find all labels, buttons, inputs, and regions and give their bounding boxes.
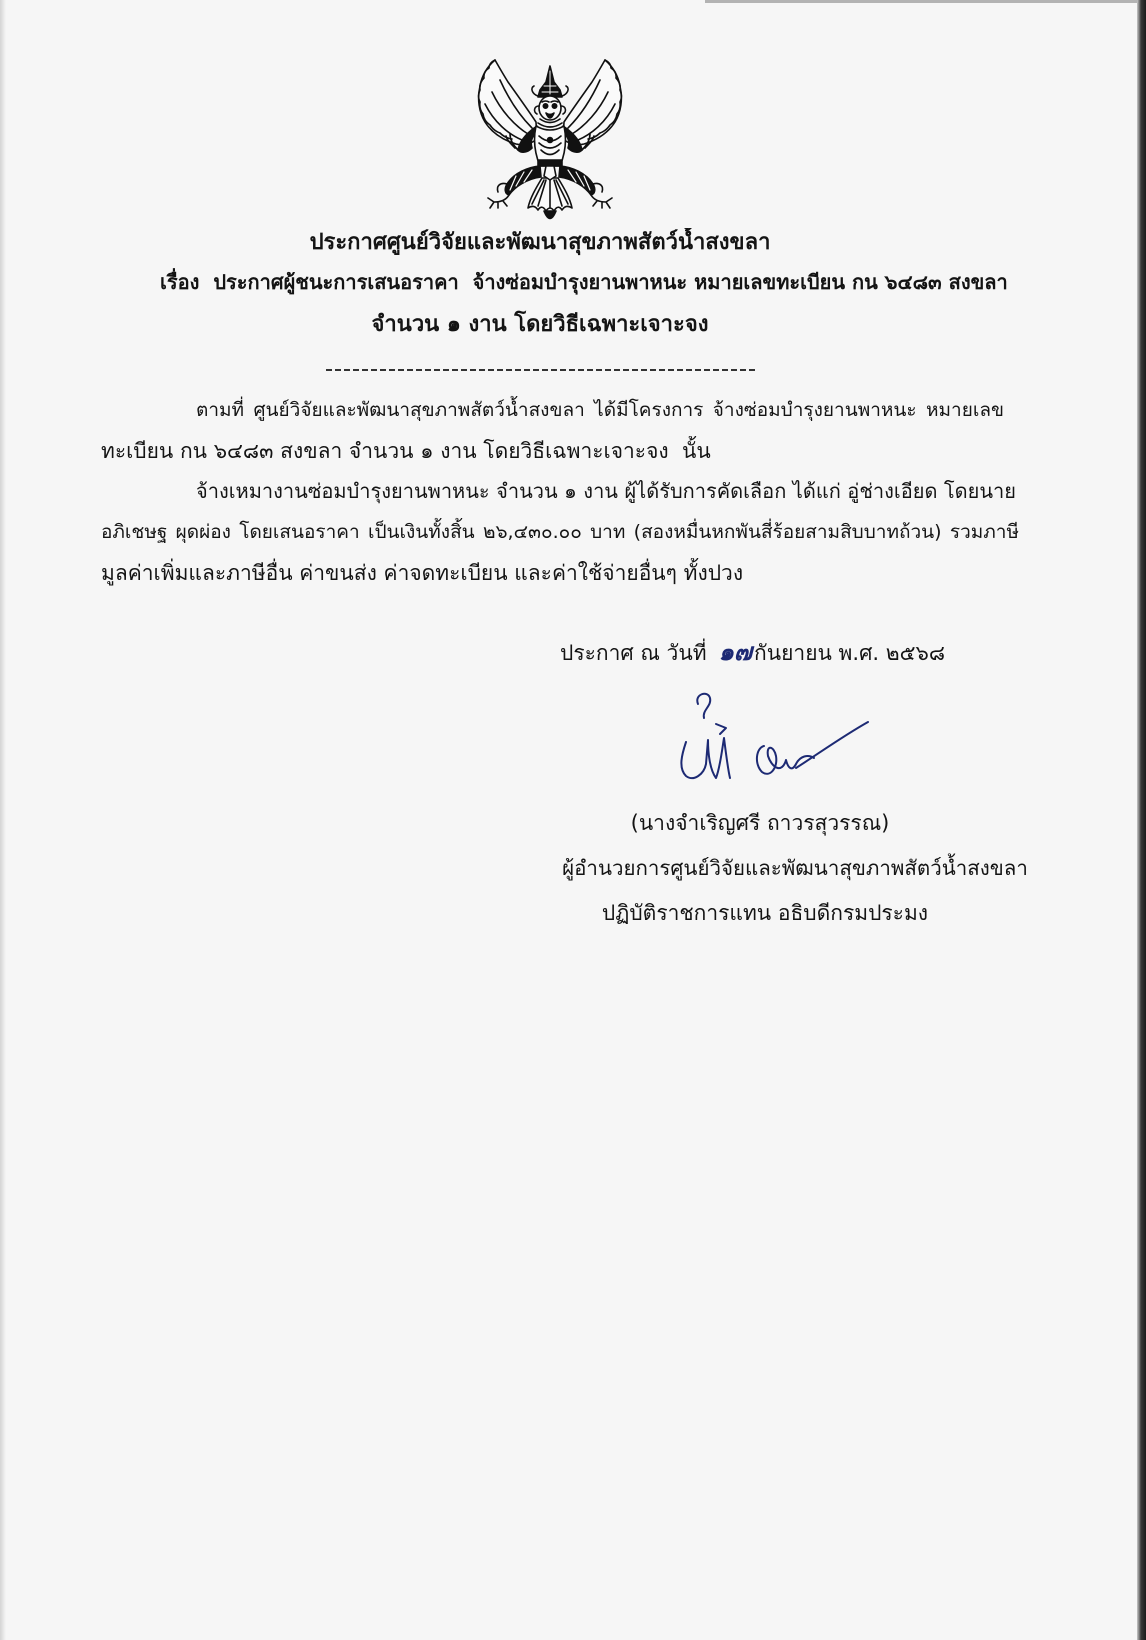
body-line-1: ตามที่ ศูนย์วิจัยและพัฒนาสุขภาพสัตว์น้ำสงขลา ได้มีโครงการ จ้างซ่อมบำรุงยานพาหนะ หมายเลข	[196, 399, 1004, 421]
header-divider	[326, 369, 758, 371]
body-line-2: ทะเบียน กน ๖๔๘๓ สงขลา จำนวน ๑ งาน โดยวิธีเฉพาะเจาะจง นั้น	[101, 439, 711, 463]
left-wing	[479, 60, 538, 152]
signatory-position: ผู้อำนวยการศูนย์วิจัยและพัฒนาสุขภาพสัตว์น้ำสงขลา	[562, 856, 1028, 880]
scan-edge-right	[1137, 0, 1146, 1640]
date-label: ประกาศ ณ วันที่	[560, 641, 707, 665]
document-title: ประกาศศูนย์วิจัยและพัฒนาสุขภาพสัตว์น้ำสงขลา	[309, 230, 771, 255]
face	[535, 96, 566, 120]
date-month-year: กันยายน พ.ศ. ๒๕๖๘	[754, 641, 946, 665]
announcement-date	[560, 637, 980, 667]
crown	[532, 66, 568, 97]
tail	[528, 178, 572, 219]
signature	[668, 684, 882, 800]
signatory-name: (นางจำเริญศรี ถาวรสุวรรณ)	[630, 811, 890, 835]
body-line-5: มูลค่าเพิ่มและภาษีอื่น ค่าขนส่ง ค่าจดทะเบียน และค่าใช้จ่ายอื่นๆ ทั้งปวง	[101, 561, 744, 585]
scan-edge-left	[0, 0, 6, 1640]
subject-label: เรื่อง	[160, 270, 200, 294]
scan-edge-top	[705, 0, 1137, 3]
right-wing	[563, 60, 622, 152]
subject-continued: จำนวน ๑ งาน โดยวิธีเฉพาะเจาะจง	[371, 312, 709, 337]
garuda-emblem-icon	[470, 56, 630, 228]
subject-text: ประกาศผู้ชนะการเสนอราคา จ้างซ่อมบำรุงยานพาหนะ หมายเลขทะเบียน กน ๖๔๘๓ สงขลา	[213, 270, 1008, 294]
signatory-acting-for: ปฏิบัติราชการแทน อธิบดีกรมประมง	[601, 901, 929, 925]
subject-line	[160, 267, 1020, 297]
body-line-3: จ้างเหมางานซ่อมบำรุงยานพาหนะ จำนวน ๑ งาน ผู้ได้รับการคัดเลือก ได้แก่ อู่ช่างเอียด โดยนาย	[196, 479, 1016, 503]
date-day-handwritten: ๑๗	[718, 637, 753, 666]
body-line-4: อภิเชษฐ ผุดผ่อง โดยเสนอราคา เป็นเงินทั้งสิ้น ๒๖,๔๓๐.๐๐ บาท (สองหมื่นหกพันสี่ร้อยสามสิบบาทถ้วน) รวมภาษี	[101, 521, 1019, 543]
